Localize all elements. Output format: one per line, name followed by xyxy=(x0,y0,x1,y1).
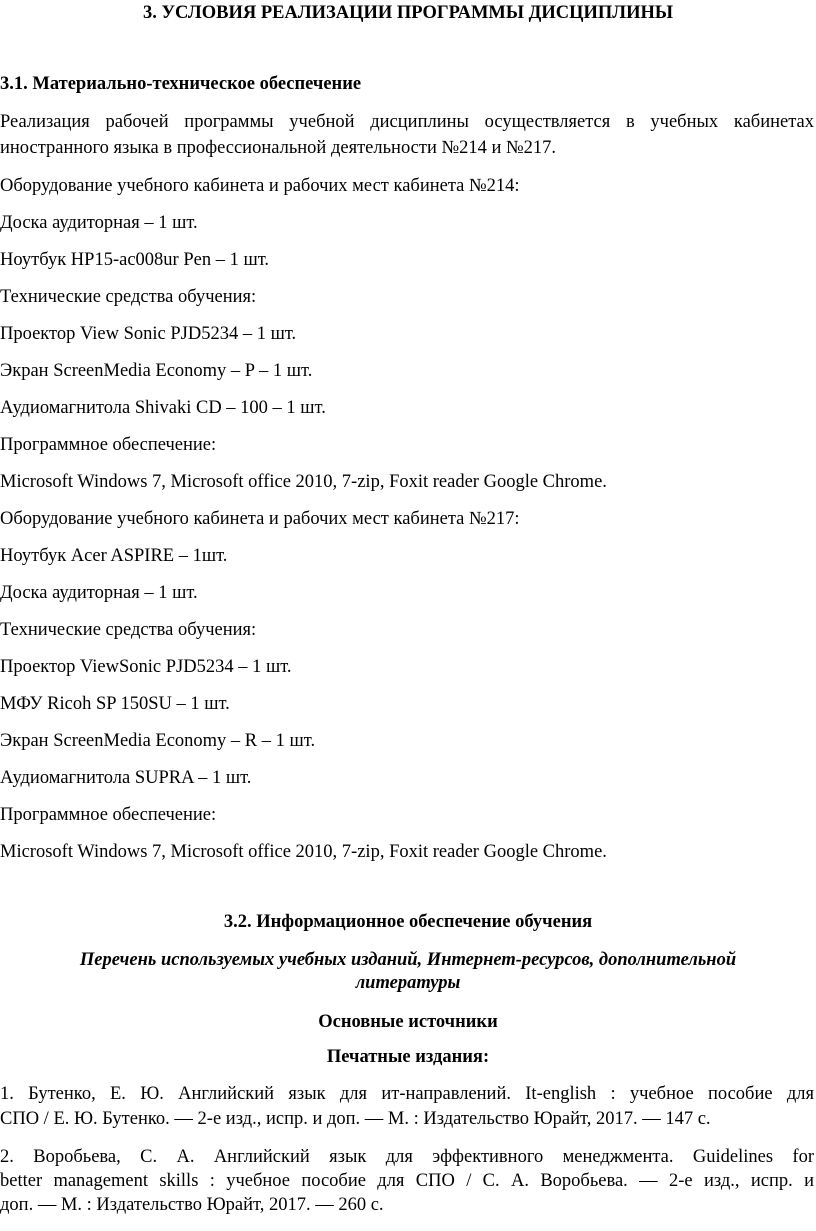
equipment-item: Оборудование учебного кабинета и рабочих мест кабинета №214: xyxy=(0,176,520,196)
equipment-item: Аудиомагнитола SUPRA – 1 шт. xyxy=(0,768,252,788)
equipment-item: Технические средства обучения: xyxy=(0,620,257,640)
equipment-item: МФУ Ricoh SP 150SU – 1 шт. xyxy=(0,694,230,714)
reference-1-line-2: СПО / Е. Ю. Бутенко. — 2-е изд., испр. и доп. — М. : Издательство Юрайт, 2017. — 147 с. xyxy=(0,1109,711,1129)
list-title-line-1: Перечень используемых учебных изданий, Интернет-ресурсов, дополнительной xyxy=(79,950,737,970)
equipment-item: Microsoft Windows 7, Microsoft office 2010, 7-zip, Foxit reader Google Chrome. xyxy=(0,472,607,492)
equipment-item: Экран ScreenMedia Economy – P – 1 шт. xyxy=(0,361,313,381)
intro-line-1: Реализация рабочей программы учебной дисциплины осуществляется в учебных кабинетах xyxy=(0,112,814,132)
reference-2-line-2: better management skills : учебное пособие для СПО / С. А. Воробьева. — 2-е изд., испр. и xyxy=(0,1171,814,1191)
equipment-item: Технические средства обучения: xyxy=(0,287,257,307)
equipment-item: Ноутбук HP15-ac008ur Pen – 1 шт. xyxy=(0,250,270,270)
reference-2-line-1: 2. Воробьева, С. А. Английский язык для эффективного менеджмента. Guidelines for xyxy=(0,1147,814,1167)
equipment-item: Программное обеспечение: xyxy=(0,435,217,455)
equipment-item: Microsoft Windows 7, Microsoft office 2010, 7-zip, Foxit reader Google Chrome. xyxy=(0,842,607,862)
reference-1-line-1: 1. Бутенко, Е. Ю. Английский язык для ит-направлений. It-english : учебное пособие для xyxy=(0,1084,814,1104)
reference-2-line-3: доп. — М. : Издательство Юрайт, 2017. — 260 с. xyxy=(0,1195,384,1215)
intro-line-2: иностранного языка в профессиональной деятельности №214 и №217. xyxy=(0,138,557,158)
equipment-item: Ноутбук Acer ASPIRE – 1шт. xyxy=(0,546,228,566)
equipment-item: Доска аудиторная – 1 шт. xyxy=(0,213,198,233)
equipment-item: Проектор ViewSonic PJD5234 – 1 шт. xyxy=(0,657,292,677)
section-title: 3. УСЛОВИЯ РЕАЛИЗАЦИИ ПРОГРАММЫ ДИСЦИПЛИНЫ xyxy=(142,3,674,23)
equipment-item: Экран ScreenMedia Economy – R – 1 шт. xyxy=(0,731,316,751)
printed-editions-heading: Печатные издания: xyxy=(326,1047,490,1067)
main-sources-heading: Основные источники xyxy=(318,1012,498,1032)
equipment-item: Программное обеспечение: xyxy=(0,805,217,825)
equipment-item: Проектор View Sonic PJD5234 – 1 шт. xyxy=(0,324,297,344)
list-title-line-2: литературы xyxy=(355,973,461,993)
equipment-item: Аудиомагнитола Shivaki CD – 100 – 1 шт. xyxy=(0,398,326,418)
subsection-2-heading: 3.2. Информационное обеспечение обучения xyxy=(223,912,593,932)
equipment-item: Доска аудиторная – 1 шт. xyxy=(0,583,198,603)
equipment-item: Оборудование учебного кабинета и рабочих мест кабинета №217: xyxy=(0,509,520,529)
subsection-1-heading: 3.1. Материально-техническое обеспечение xyxy=(0,74,362,94)
